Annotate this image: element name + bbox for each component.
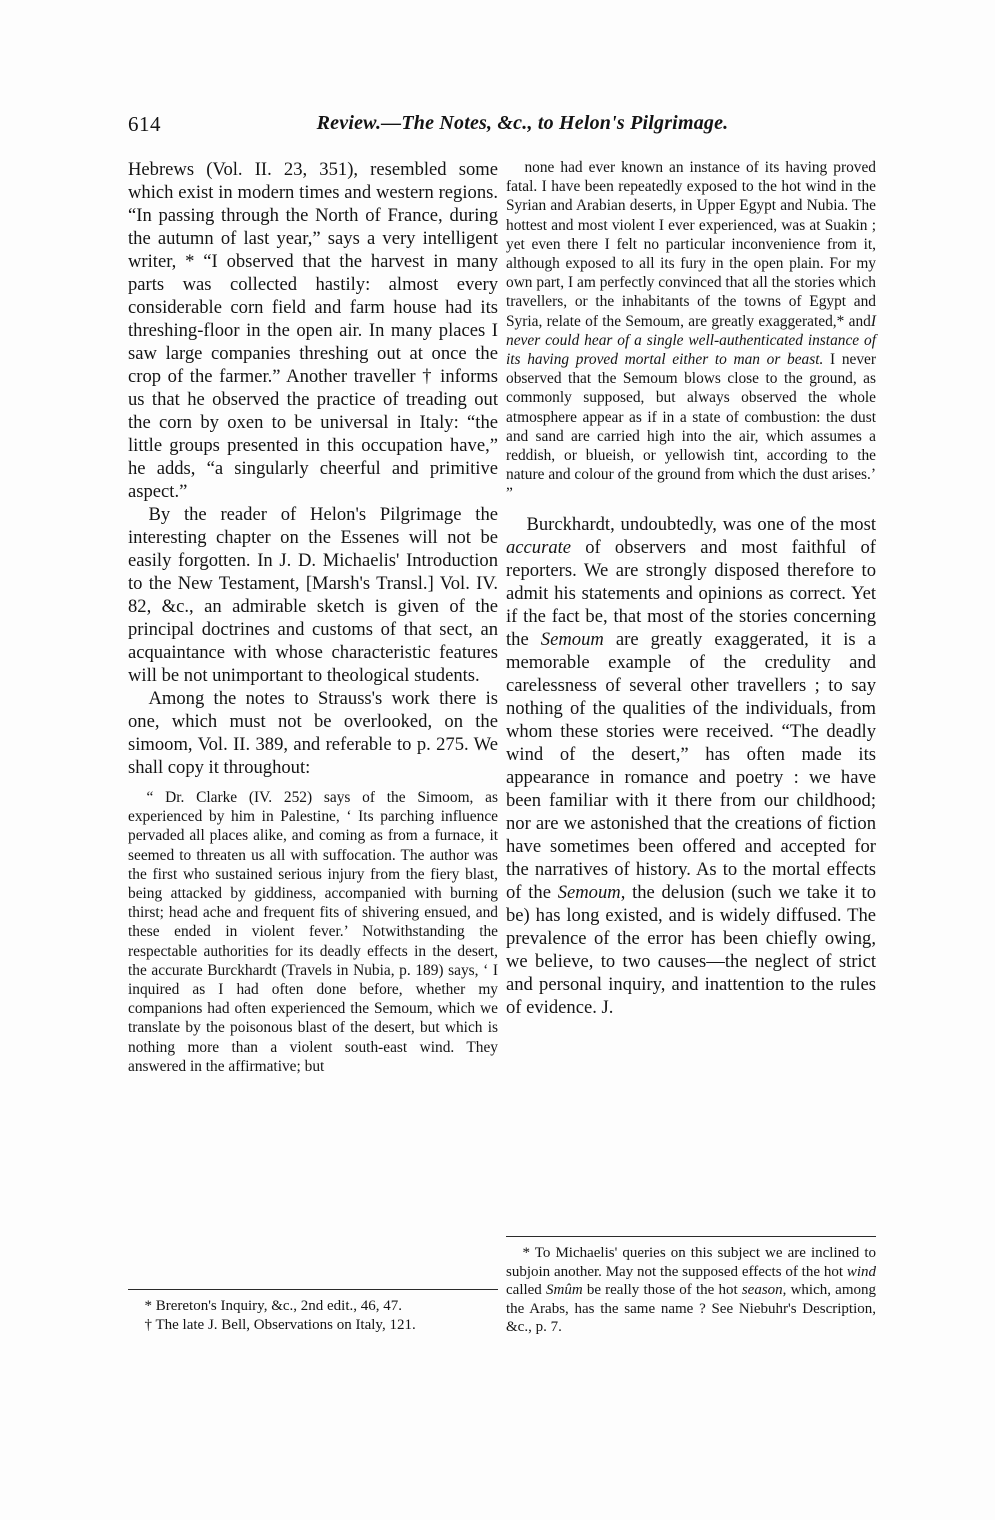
right-column (506, 158, 876, 1408)
extract-italic-phrase: I never could hear of a single well-authenticated instance of its having proved mortal either to man or beast. (506, 312, 876, 369)
footnote-text: called (506, 1282, 546, 1299)
footnote-text: * To Michaelis' queries on this subject we are inclined to subjoin another. May not the supposed effects of the hot (506, 1245, 876, 1280)
emphasis-wind: wind (846, 1263, 876, 1280)
paragraph-text: of observers and most faithful of reporters. We are strongly disposed therefore to admit his statements and opinions as correct. Yet if the fact be, that most of the stories concerning the (506, 536, 876, 650)
quoted-extract (128, 788, 498, 1076)
paragraph (506, 513, 876, 1019)
paragraph (506, 158, 876, 504)
page-folio-number: 614 (128, 112, 161, 136)
emphasis-accurate: accurate (506, 536, 572, 558)
running-head-title: Review.—The Notes, &c., to Helon's Pilgrimage. (316, 112, 729, 134)
extract-text: none had ever known an instance of its having proved fatal. I have been repeatedly exposed to the hot wind in the Syrian and Arabian deserts, in Upper Egypt and Nubia. The hottest and most violent I ever experienced, was at Suakin ; yet even there I felt no particular inconvenience from it, although exposed to all its fury in the open plain. For my own part, I am perfectly convinced that all the stories which travellers, or the inhabitants of the towns of Egypt and Syria, relate of the Semoum, are greatly exaggerated,* and (506, 159, 876, 330)
emphasis-semoum: Semoum (540, 628, 604, 650)
footnote (506, 1244, 876, 1337)
paragraph: “ Dr. Clarke (IV. 252) says of the Simoom, as experienced by him in Palestine, ‘ Its parching influence pervaded all places alike, and coming as from a furnace, it seemed to threaten us all with suffocation. The author was the first who sustained serious injury from the fiery blast, being attacked by giddiness, accompanied with burning thirst; head ache and frequent fits of shivering ensued, and these ended in violent fever.’ Notwithstanding the respectable authorities for its deadly effects in the desert, the accurate Burckhardt (Travels in Nubia, p. 189) says, ‘ I inquired as I had often done before, whether my companions had often experienced the Semoum, which we translate by the poisonous blast of the desert, but which is nothing more than a violent south-east wind. They answered in the affirmative; but (128, 789, 498, 1075)
running-head (128, 112, 873, 138)
footnote-divider-rule (506, 1236, 876, 1237)
right-column-body (506, 513, 876, 1019)
extract-text-tail: I never observed that the Semoum blows close to the ground, as commonly supposed, but always observed the whole atmosphere appear as if in a state of combustion: the dust and sand are carried high into the air, which assumes a reddish, or blueish, or yellowish tint, according to the nature and colour of the ground from which the dust arises.’ ” (506, 351, 876, 503)
paragraph: Among the notes to Strauss's work there is one, which must not be overlooked, on the simoom, Vol. II. 389, and referable to p. 275. We shall copy it throughout: (128, 688, 498, 778)
emphasis-season: season (741, 1282, 783, 1299)
emphasis-smum: Smûm (545, 1282, 583, 1299)
left-column-footnotes (128, 1289, 498, 1334)
paragraph-text: are greatly exaggerated, it is a memorable example of the credulity and carelessness of several other travellers ; to say nothing of the qualities of the individuals, from whom these stories were received. “The deadly wind of the desert,” has often made its appearance in romance and poetry : we have been familiar with it there from our childhood; nor are we astonished that the creations of fiction have sometimes been offered and accepted for the narratives of history. As to the mortal effects of the (506, 628, 876, 903)
footnote-text: , which, among the Arabs, has the same name ? See Niebuhr's Description, &c., p. 7. (506, 1282, 876, 1336)
left-column (128, 158, 498, 1408)
left-column-body (128, 158, 498, 779)
footnote: * Brereton's Inquiry, &c., 2nd edit., 46, 47. (144, 1298, 403, 1314)
two-column-body (128, 158, 876, 1408)
footnote-divider-rule (128, 1289, 498, 1290)
right-column-footnotes (506, 1236, 876, 1337)
paragraph-text: Burckhardt, undoubtedly, was one of the most (526, 513, 876, 535)
paragraph: By the reader of Helon's Pilgrimage the interesting chapter on the Essenes will not be easily forgotten. In J. D. Michaelis' Introduction to the New Testament, [Marsh's Transl.] Vol. IV. 82, &c., an admirable sketch is given of the principal doctrines and customs of that sect, an acquaintance with whose characteristic features will be not unimportant to theological students. (128, 504, 498, 686)
footnote: † The late J. Bell, Observations on Italy, 121. (144, 1316, 416, 1333)
footnote-text: be really those of the hot (582, 1282, 742, 1299)
quoted-extract-continued (506, 158, 876, 504)
emphasis-semoum: Semoum (557, 881, 621, 903)
paragraph: Hebrews (Vol. II. 23, 351), resembled some which exist in modern times and western regions. “In passing through the North of France, during the autumn of last year,” says a very intelligent writer, * “I observed that the harvest in many parts was collected hastily: almost every considerable corn field and farm house had its threshing-floor in the open air. In many places I saw large companies threshing out at once the crop of the farmer.” Another traveller † informs us that he observed the practice of treading out the corn by oxen to be universal in Italy: “the little groups presented in this occupation have,” he adds, “a singularly cheerful and primitive aspect.” (128, 159, 498, 502)
paragraph-text: , the delusion (such we take it to be) has long existed, and is widely diffused. The prevalence of the error has been chiefly owing, we believe, to two causes—the neglect of strict and personal inquiry, and inattention to the rules of evidence. J. (506, 881, 876, 1018)
